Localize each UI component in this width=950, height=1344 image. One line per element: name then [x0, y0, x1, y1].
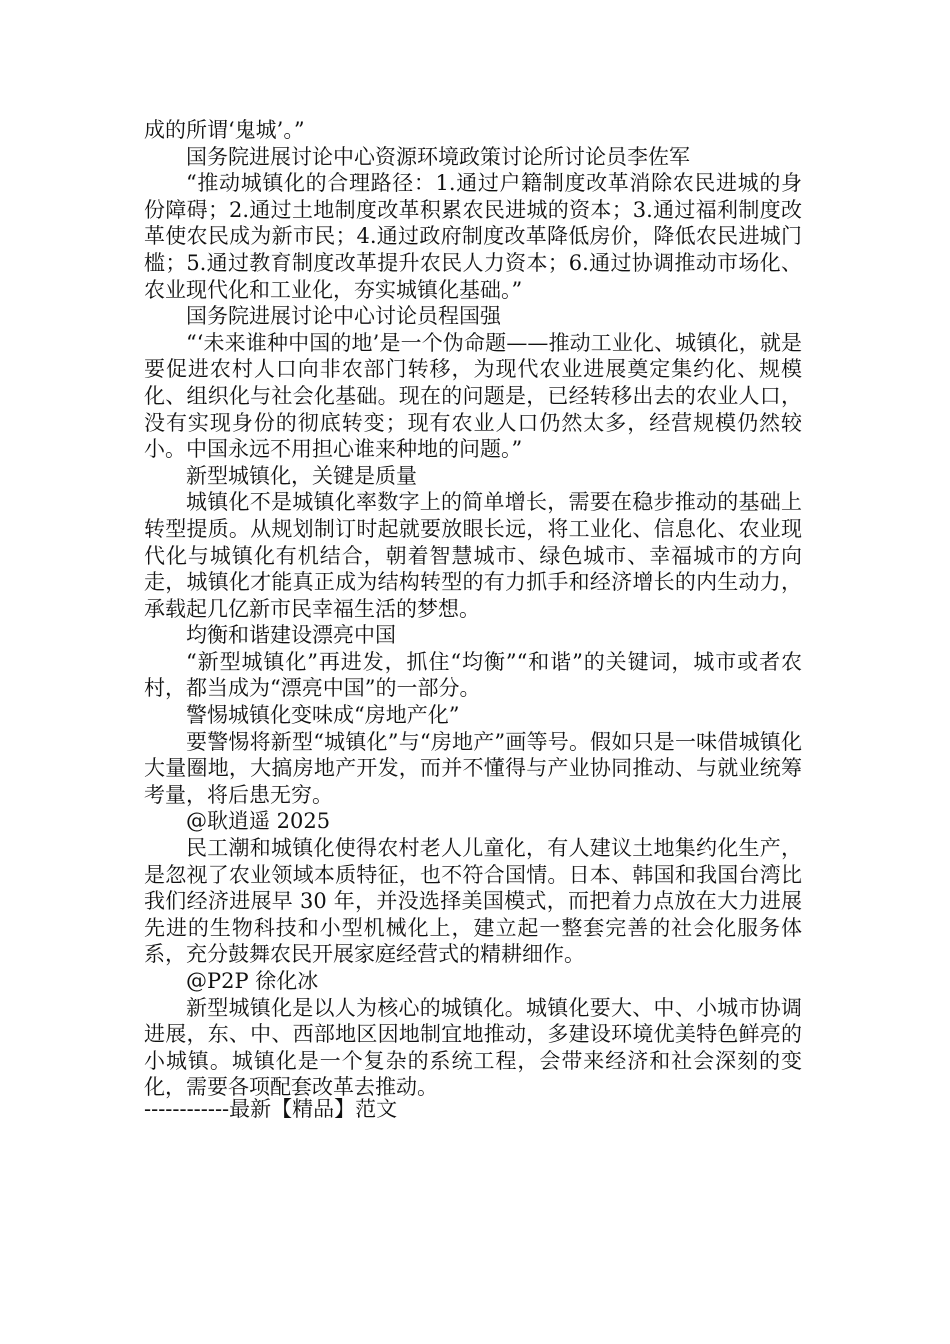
footer-label: ------------最新【精品】范文	[144, 1097, 398, 1121]
speaker-li-zuojun: 国务院进展讨论中心资源环境政策讨论所讨论员李佐军	[186, 144, 690, 169]
paragraph-real-estate-warning: 要警惕将新型“城镇化”与“房地产”画等号。假如只是一味借城镇化大量圈地，大搞房地产开发，而并不懂得与产业协同推动、与就业统筹考量，将后患无穷。	[144, 729, 802, 807]
quote-urbanization-path: “推动城镇化的合理路径：1.通过户籍制度改革消除农民进城的身份障碍；2.通过土地制度改革积累农民进城的资本；3.通过福利制度改革使农民成为新市民；4.通过政府制度改革降低房价，降低农民进城门槛；5.通过教育制度改革提升农民人力资本；6.通过协调推动市场化、农业现代化和工业化，夯实城镇化基础。”	[144, 171, 802, 302]
handle-geng-xiaoyao: @耿逍遥 2025	[186, 809, 331, 834]
handle-p2p-xu-huabing: @P2P 徐化冰	[186, 969, 319, 993]
speaker-cheng-guoqiang: 国务院进展讨论中心讨论员程国强	[186, 304, 501, 329]
heading-real-estate-warning: 警惕城镇化变味成“房地产化”	[186, 703, 460, 728]
paragraph-geng-xiaoyao: 民工潮和城镇化使得农村老人儿童化，有人建议土地集约化生产，是忽视了农业领域本质特征，也不符合国情。日本、韩国和我国台湾比我们经济进展早 30 年，并没选择美国模式，而把着力点放在大力进展先进的生物科技和小型机械化上，建立起一整套完善的社会化服务体系，充分鼓舞农民开展家庭经营式的精耕细作。	[144, 836, 802, 967]
paragraph-ghost-city-ending: 成的所谓‘鬼城’。”	[144, 118, 305, 142]
document-body	[144, 117, 802, 1101]
paragraph-beautiful-china: “新型城镇化”再进发，抓住“均衡”“和谐”的关键词，城市或者农村，都当成为“漂亮中国”的一部分。	[144, 649, 802, 701]
quote-who-farms: “‘未来谁种中国的地’是一个伪命题——推动工业化、城镇化，就是要促进农村人口向非农部门转移，为现代农业进展奠定集约化、规模化、组织化与社会化基础。现在的问题是，已经转移出去的农业人口，没有实现身份的彻底转变；现有农业人口仍然太多，经营规模仍然较小。中国永远不用担心谁来种地的问题。”	[144, 330, 802, 462]
paragraph-quality: 城镇化不是城镇化率数字上的简单增长，需要在稳步推动的基础上转型提质。从规划制订时起就要放眼长远，将工业化、信息化、农业现代化与城镇化有机结合，朝着智慧城市、绿色城市、幸福城市的方向走，城镇化才能真正成为结构转型的有力抓手和经济增长的内生动力，承载起几亿新市民幸福生活的梦想。	[144, 490, 802, 621]
heading-quality: 新型城镇化，关键是质量	[186, 463, 417, 488]
heading-beautiful-china: 均衡和谐建设漂亮中国	[186, 623, 396, 648]
paragraph-xu-huabing: 新型城镇化是以人为核心的城镇化。城镇化要大、中、小城市协调进展，东、中、西部地区因地制宜地推动，多建设环境优美特色鲜亮的小城镇。城镇化是一个复杂的系统工程，会带来经济和社会深刻的变化，需要各项配套改革去推动。	[144, 995, 802, 1100]
